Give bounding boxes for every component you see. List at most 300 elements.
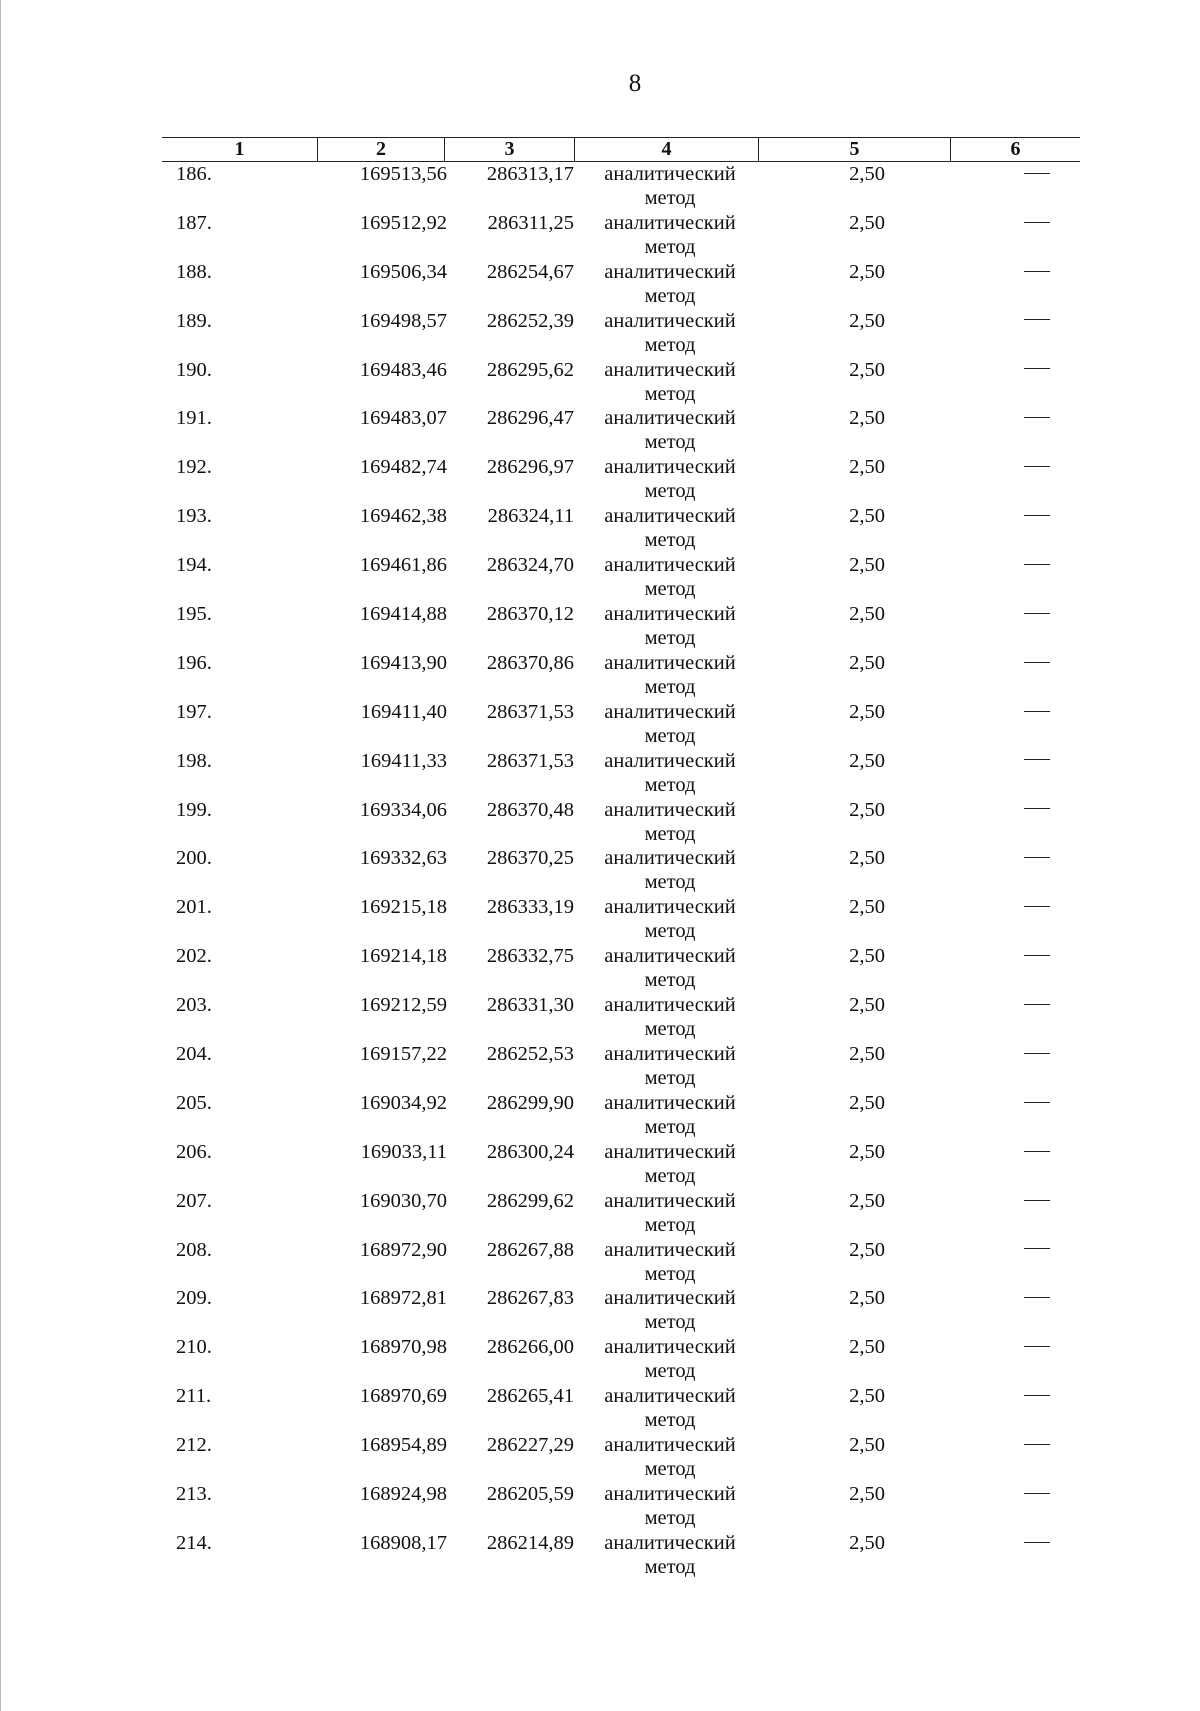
accuracy-value: 2,50 (849, 1189, 885, 1212)
coordinate-y: 286371,53 (486, 700, 574, 723)
coordinate-y: 286324,70 (486, 554, 574, 577)
dash-mark (1024, 417, 1050, 418)
method-line-2: метод (644, 1360, 696, 1383)
dash-mark (1024, 1297, 1050, 1298)
table-header (162, 137, 1080, 162)
coordinate-y: 286313,17 (486, 163, 574, 185)
empty-cell-dash (1002, 162, 1072, 186)
method-line-1: аналитический (604, 847, 736, 870)
table-row (162, 798, 1080, 847)
method-line-1: аналитический (604, 603, 736, 626)
empty-cell-dash (1002, 553, 1072, 577)
accuracy-value: 2,50 (849, 994, 885, 1017)
point-number: 204. (176, 1043, 212, 1066)
table-row (162, 260, 1080, 309)
empty-cell-dash (1002, 1482, 1072, 1506)
accuracy-value: 2,50 (849, 1287, 885, 1310)
method-line-2: метод (644, 1164, 696, 1187)
method-line-1: аналитический (604, 1140, 736, 1163)
determination-method (570, 358, 770, 406)
coordinate-x: 169215,18 (359, 896, 447, 919)
empty-cell-dash (1002, 700, 1072, 724)
point-number: 206. (176, 1140, 212, 1163)
dash-mark (1024, 1248, 1050, 1249)
point-number: 207. (176, 1189, 212, 1212)
point-number: 193. (176, 505, 212, 528)
table-row (162, 455, 1080, 504)
determination-method (570, 1433, 770, 1481)
dash-mark (1024, 564, 1050, 565)
empty-cell-dash (1002, 260, 1072, 284)
coordinate-y: 286370,86 (486, 651, 574, 674)
accuracy-value: 2,50 (849, 1434, 885, 1457)
method-line-1: аналитический (604, 1189, 736, 1212)
point-number: 186. (176, 163, 212, 185)
dash-mark (1024, 1493, 1050, 1494)
empty-cell-dash (1002, 1238, 1072, 1262)
determination-method (570, 651, 770, 699)
dash-mark (1024, 515, 1050, 516)
dash-mark (1024, 955, 1050, 956)
determination-method (570, 798, 770, 846)
point-number: 198. (176, 749, 212, 772)
point-number: 188. (176, 260, 212, 283)
coordinate-y: 286311,25 (487, 211, 574, 234)
coordinate-x: 169498,57 (359, 309, 447, 332)
determination-method (570, 1189, 770, 1237)
table-body (162, 162, 1080, 1580)
coordinate-x: 168924,98 (359, 1483, 447, 1506)
empty-cell-dash (1002, 504, 1072, 528)
coordinate-y: 286300,24 (486, 1140, 574, 1163)
scan-edge-line (0, 0, 1, 1711)
header-col-2: 2 (317, 138, 444, 161)
method-line-2: метод (644, 529, 696, 552)
table-row (162, 1335, 1080, 1384)
coordinate-y: 286295,62 (486, 358, 574, 381)
table-row (162, 700, 1080, 749)
header-col-3: 3 (444, 138, 574, 161)
point-number: 211. (176, 1385, 212, 1408)
empty-cell-dash (1002, 211, 1072, 235)
coordinate-x: 168970,69 (359, 1385, 447, 1408)
method-line-2: метод (644, 627, 696, 650)
dash-mark (1024, 222, 1050, 223)
coordinate-y: 286267,88 (486, 1238, 574, 1261)
accuracy-value: 2,50 (849, 554, 885, 577)
dash-mark (1024, 1395, 1050, 1396)
method-line-1: аналитический (604, 505, 736, 528)
coordinate-y: 286227,29 (486, 1434, 574, 1457)
table-row (162, 602, 1080, 651)
method-line-1: аналитический (604, 163, 736, 185)
empty-cell-dash (1002, 1531, 1072, 1555)
coordinate-x: 168972,81 (359, 1287, 447, 1310)
coordinate-y: 286370,12 (486, 603, 574, 626)
coordinate-x: 169462,38 (359, 505, 447, 528)
coordinate-x: 169413,90 (359, 651, 447, 674)
determination-method (570, 406, 770, 454)
determination-method (570, 1335, 770, 1383)
method-line-1: аналитический (604, 554, 736, 577)
empty-cell-dash (1002, 455, 1072, 479)
method-line-2: метод (644, 1262, 696, 1285)
determination-method (570, 553, 770, 601)
point-number: 202. (176, 945, 212, 968)
coordinate-x: 168970,98 (359, 1336, 447, 1359)
point-number: 214. (176, 1531, 212, 1554)
coordinate-y: 286252,53 (486, 1043, 574, 1066)
accuracy-value: 2,50 (849, 1140, 885, 1163)
method-line-1: аналитический (604, 456, 736, 479)
accuracy-value: 2,50 (849, 309, 885, 332)
point-number: 190. (176, 358, 212, 381)
method-line-2: метод (644, 1458, 696, 1481)
accuracy-value: 2,50 (849, 1238, 885, 1261)
point-number: 203. (176, 994, 212, 1017)
determination-method (570, 1286, 770, 1334)
determination-method (570, 1384, 770, 1432)
empty-cell-dash (1002, 798, 1072, 822)
point-number: 200. (176, 847, 212, 870)
point-number: 197. (176, 700, 212, 723)
point-number: 201. (176, 896, 212, 919)
method-line-2: метод (644, 284, 696, 307)
determination-method (570, 309, 770, 357)
dash-mark (1024, 1200, 1050, 1201)
method-line-2: метод (644, 969, 696, 992)
dash-mark (1024, 613, 1050, 614)
coordinate-y: 286299,62 (486, 1189, 574, 1212)
coordinate-x: 169334,06 (359, 798, 447, 821)
dash-mark (1024, 1346, 1050, 1347)
method-line-2: метод (644, 773, 696, 796)
dash-mark (1024, 906, 1050, 907)
dash-mark (1024, 319, 1050, 320)
determination-method (570, 846, 770, 894)
table-row (162, 895, 1080, 944)
empty-cell-dash (1002, 358, 1072, 382)
determination-method (570, 260, 770, 308)
empty-cell-dash (1002, 749, 1072, 773)
method-line-2: метод (644, 1409, 696, 1432)
table-row (162, 1042, 1080, 1091)
method-line-2: метод (644, 480, 696, 503)
empty-cell-dash (1002, 993, 1072, 1017)
empty-cell-dash (1002, 602, 1072, 626)
determination-method (570, 944, 770, 992)
header-col-5: 5 (758, 138, 950, 161)
point-number: 208. (176, 1238, 212, 1261)
dash-mark (1024, 1444, 1050, 1445)
determination-method (570, 162, 770, 210)
point-number: 192. (176, 456, 212, 479)
table-row (162, 944, 1080, 993)
accuracy-value: 2,50 (849, 1385, 885, 1408)
empty-cell-dash (1002, 1091, 1072, 1115)
method-line-1: аналитический (604, 1091, 736, 1114)
determination-method (570, 993, 770, 1041)
coordinate-y: 286296,47 (486, 407, 574, 430)
method-line-1: аналитический (604, 1287, 736, 1310)
accuracy-value: 2,50 (849, 407, 885, 430)
table-row (162, 309, 1080, 358)
table-row (162, 1531, 1080, 1580)
coordinate-y: 286267,83 (486, 1287, 574, 1310)
point-number: 187. (176, 211, 212, 234)
point-number: 191. (176, 407, 212, 430)
table-row (162, 406, 1080, 455)
dash-mark (1024, 711, 1050, 712)
accuracy-value: 2,50 (849, 1483, 885, 1506)
empty-cell-dash (1002, 309, 1072, 333)
header-col-4: 4 (574, 138, 758, 161)
point-number: 205. (176, 1091, 212, 1114)
method-line-1: аналитический (604, 1385, 736, 1408)
dash-mark (1024, 662, 1050, 663)
method-line-2: метод (644, 920, 696, 943)
determination-method (570, 749, 770, 797)
method-line-1: аналитический (604, 945, 736, 968)
header-col-1: 1 (234, 138, 245, 160)
method-line-1: аналитический (604, 651, 736, 674)
dash-mark (1024, 808, 1050, 809)
method-line-1: аналитический (604, 1531, 736, 1554)
dash-mark (1024, 1004, 1050, 1005)
accuracy-value: 2,50 (849, 1531, 885, 1554)
coordinates-table (162, 137, 1080, 1580)
accuracy-value: 2,50 (849, 651, 885, 674)
determination-method (570, 1531, 770, 1579)
coordinate-y: 286332,75 (486, 945, 574, 968)
accuracy-value: 2,50 (849, 847, 885, 870)
empty-cell-dash (1002, 846, 1072, 870)
method-line-1: аналитический (604, 260, 736, 283)
method-line-2: метод (644, 235, 696, 258)
coordinate-y: 286205,59 (486, 1483, 574, 1506)
empty-cell-dash (1002, 1140, 1072, 1164)
coordinate-y: 286254,67 (486, 260, 574, 283)
coordinate-x: 169411,33 (360, 749, 447, 772)
dash-mark (1024, 173, 1050, 174)
method-line-1: аналитический (604, 407, 736, 430)
coordinate-x: 169214,18 (359, 945, 447, 968)
coordinate-y: 286333,19 (486, 896, 574, 919)
method-line-1: аналитический (604, 896, 736, 919)
determination-method (570, 700, 770, 748)
method-line-1: аналитический (604, 1483, 736, 1506)
method-line-2: метод (644, 187, 696, 209)
coordinate-y: 286214,89 (486, 1531, 574, 1554)
method-line-1: аналитический (604, 1238, 736, 1261)
method-line-1: аналитический (604, 749, 736, 772)
method-line-2: метод (644, 675, 696, 698)
point-number: 195. (176, 603, 212, 626)
accuracy-value: 2,50 (849, 505, 885, 528)
method-line-1: аналитический (604, 211, 736, 234)
table-row (162, 504, 1080, 553)
coordinate-y: 286370,48 (486, 798, 574, 821)
coordinate-x: 169033,11 (360, 1140, 447, 1163)
method-line-1: аналитический (604, 1336, 736, 1359)
method-line-2: метод (644, 578, 696, 601)
table-row (162, 1286, 1080, 1335)
method-line-2: метод (644, 871, 696, 894)
coordinate-x: 169034,92 (359, 1091, 447, 1114)
empty-cell-dash (1002, 1189, 1072, 1213)
page-number: 8 (628, 70, 642, 97)
accuracy-value: 2,50 (849, 603, 885, 626)
dash-mark (1024, 1053, 1050, 1054)
method-line-2: метод (644, 431, 696, 454)
method-line-1: аналитический (604, 798, 736, 821)
method-line-2: метод (644, 1555, 696, 1578)
table-row (162, 1433, 1080, 1482)
accuracy-value: 2,50 (849, 163, 885, 185)
determination-method (570, 895, 770, 943)
determination-method (570, 1091, 770, 1139)
table-row (162, 1482, 1080, 1531)
coordinate-y: 286265,41 (486, 1385, 574, 1408)
dash-mark (1024, 466, 1050, 467)
accuracy-value: 2,50 (849, 1043, 885, 1066)
accuracy-value: 2,50 (849, 1336, 885, 1359)
accuracy-value: 2,50 (849, 749, 885, 772)
determination-method (570, 455, 770, 503)
method-line-2: метод (644, 1115, 696, 1138)
method-line-1: аналитический (604, 994, 736, 1017)
method-line-2: метод (644, 1067, 696, 1090)
method-line-2: метод (644, 1018, 696, 1041)
accuracy-value: 2,50 (849, 456, 885, 479)
accuracy-value: 2,50 (849, 358, 885, 381)
table-row (162, 846, 1080, 895)
coordinate-x: 169483,07 (359, 407, 447, 430)
accuracy-value: 2,50 (849, 896, 885, 919)
dash-mark (1024, 1151, 1050, 1152)
coordinate-x: 169506,34 (359, 260, 447, 283)
determination-method (570, 1238, 770, 1286)
coordinate-x: 169461,86 (359, 554, 447, 577)
dash-mark (1024, 1542, 1050, 1543)
determination-method (570, 504, 770, 552)
header-col-6: 6 (950, 138, 1080, 161)
dash-mark (1024, 271, 1050, 272)
coordinate-x: 169212,59 (359, 994, 447, 1017)
dash-mark (1024, 857, 1050, 858)
accuracy-value: 2,50 (849, 700, 885, 723)
coordinate-x: 169512,92 (359, 211, 447, 234)
empty-cell-dash (1002, 944, 1072, 968)
point-number: 210. (176, 1336, 212, 1359)
table-row (162, 1140, 1080, 1189)
coordinate-y: 286370,25 (486, 847, 574, 870)
table-row (162, 749, 1080, 798)
point-number: 194. (176, 554, 212, 577)
table-row (162, 553, 1080, 602)
method-line-2: метод (644, 1507, 696, 1530)
point-number: 212. (176, 1434, 212, 1457)
method-line-1: аналитический (604, 309, 736, 332)
empty-cell-dash (1002, 1335, 1072, 1359)
method-line-1: аналитический (604, 700, 736, 723)
method-line-1: аналитический (604, 358, 736, 381)
table-row (162, 1091, 1080, 1140)
table-row (162, 993, 1080, 1042)
table-row (162, 162, 1080, 211)
determination-method (570, 602, 770, 650)
table-row (162, 358, 1080, 407)
coordinate-x: 169411,40 (360, 700, 447, 723)
table-row (162, 211, 1080, 260)
empty-cell-dash (1002, 895, 1072, 919)
coordinate-y: 286299,90 (486, 1091, 574, 1114)
empty-cell-dash (1002, 406, 1072, 430)
point-number: 213. (176, 1483, 212, 1506)
method-line-1: аналитический (604, 1043, 736, 1066)
coordinate-y: 286324,11 (487, 505, 574, 528)
point-number: 209. (176, 1287, 212, 1310)
table-row (162, 1189, 1080, 1238)
coordinate-x: 168908,17 (359, 1531, 447, 1554)
empty-cell-dash (1002, 1384, 1072, 1408)
accuracy-value: 2,50 (849, 260, 885, 283)
empty-cell-dash (1002, 1433, 1072, 1457)
coordinate-x: 169030,70 (359, 1189, 447, 1212)
coordinate-x: 169414,88 (359, 603, 447, 626)
method-line-2: метод (644, 1311, 696, 1334)
coordinate-x: 169483,46 (359, 358, 447, 381)
empty-cell-dash (1002, 651, 1072, 675)
empty-cell-dash (1002, 1042, 1072, 1066)
point-number: 189. (176, 309, 212, 332)
coordinate-x: 169157,22 (359, 1043, 447, 1066)
dash-mark (1024, 368, 1050, 369)
dash-mark (1024, 759, 1050, 760)
coordinate-y: 286371,53 (486, 749, 574, 772)
method-line-2: метод (644, 1213, 696, 1236)
table-row (162, 1238, 1080, 1287)
determination-method (570, 1482, 770, 1530)
coordinate-x: 169513,56 (359, 163, 447, 185)
coordinate-y: 286252,39 (486, 309, 574, 332)
coordinate-x: 168972,90 (359, 1238, 447, 1261)
coordinate-y: 286331,30 (486, 994, 574, 1017)
determination-method (570, 1140, 770, 1188)
coordinate-x: 169482,74 (359, 456, 447, 479)
coordinate-x: 169332,63 (359, 847, 447, 870)
accuracy-value: 2,50 (849, 1091, 885, 1114)
method-line-2: метод (644, 382, 696, 405)
table-row (162, 651, 1080, 700)
accuracy-value: 2,50 (849, 798, 885, 821)
point-number: 196. (176, 651, 212, 674)
method-line-2: метод (644, 333, 696, 356)
method-line-2: метод (644, 724, 696, 747)
accuracy-value: 2,50 (849, 211, 885, 234)
method-line-2: метод (644, 822, 696, 845)
empty-cell-dash (1002, 1286, 1072, 1310)
point-number: 199. (176, 798, 212, 821)
determination-method (570, 211, 770, 259)
determination-method (570, 1042, 770, 1090)
coordinate-y: 286266,00 (486, 1336, 574, 1359)
accuracy-value: 2,50 (849, 945, 885, 968)
dash-mark (1024, 1102, 1050, 1103)
coordinate-x: 168954,89 (359, 1434, 447, 1457)
table-row (162, 1384, 1080, 1433)
coordinate-y: 286296,97 (486, 456, 574, 479)
